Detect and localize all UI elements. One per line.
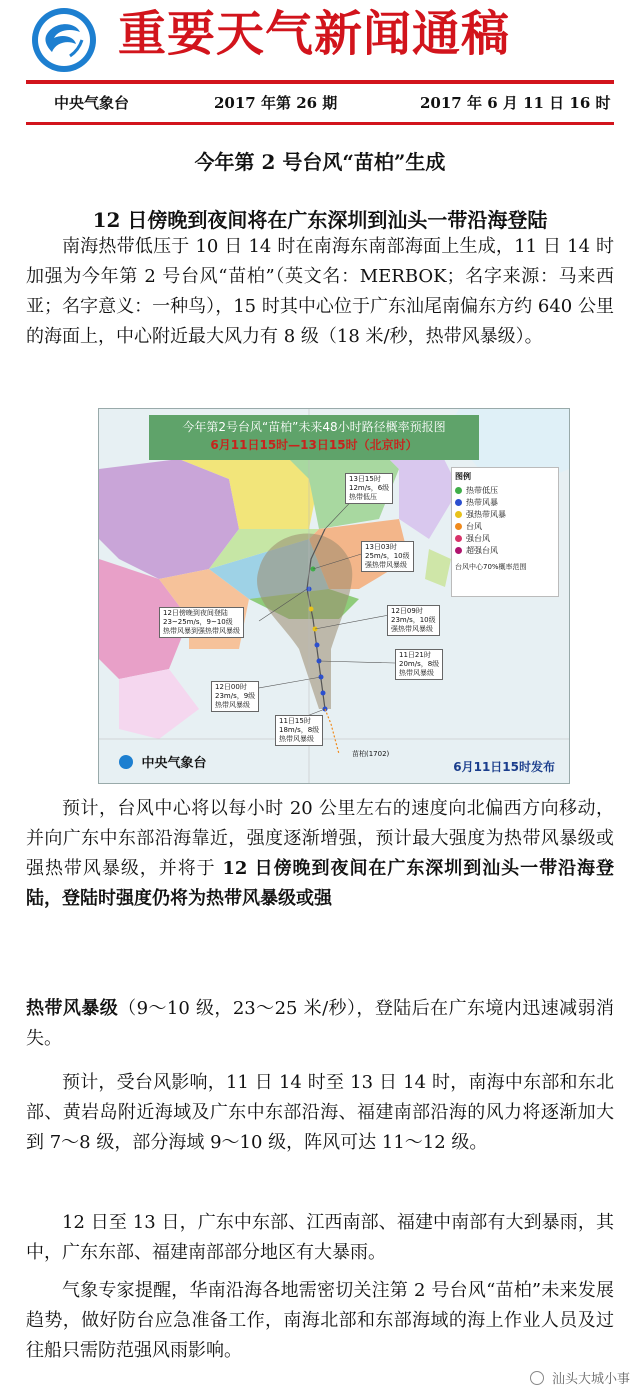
legend-item xyxy=(455,484,555,496)
issue-datetime: 2017 年 6 月 11 日 16 时 xyxy=(420,94,611,112)
header-rule-bottom xyxy=(26,122,614,125)
map-subtitle: 6月11日15时—13日15时（北京时） xyxy=(210,438,418,452)
paragraph-6: 气象专家提醒，华南沿海各地需密切关注第 2 号台风“苗柏”未来发展趋势，做好防台应急准备工作，南海北部和东部海域的海上作业人员及过往船只需防范强风雨影响。 xyxy=(26,1280,614,1361)
legend-dot-icon xyxy=(455,487,462,494)
legend-item xyxy=(455,544,555,556)
agency-label: 中央气象台 xyxy=(54,94,130,112)
legend-label: 超强台风 xyxy=(466,545,498,555)
map-agency-text: 中央气象台 xyxy=(141,756,207,771)
tag-landfall: 12日傍晚到夜间登陆 23~25m/s，9~10级 热带风暴到强热带风暴级 xyxy=(159,607,244,638)
typhoon-name-label: 苗柏(1702) xyxy=(352,750,390,758)
prob-range-label: 台风中心70%概率范围 xyxy=(455,563,527,571)
legend-dot-icon xyxy=(455,523,462,530)
paragraph-3 xyxy=(26,994,614,1054)
watermark-text: 汕头大城小事 xyxy=(551,1372,630,1387)
agency-emblem-icon xyxy=(119,755,133,769)
issue-number: 2017 年第 26 期 xyxy=(214,94,338,112)
watermark xyxy=(530,1368,630,1387)
legend-label: 强热带风暴 xyxy=(466,509,506,519)
paragraph-3-text: （9～10 级，23～25 米/秒），登陆后在广东境内迅速减弱消失。 xyxy=(26,998,615,1049)
legend-label: 台风 xyxy=(466,521,482,531)
tag-12d00h: 12日00时 23m/s，9级 热带风暴级 xyxy=(211,681,259,712)
tag-13d03h: 13日03时 25m/s，10级 强热带风暴级 xyxy=(361,541,414,572)
legend-item xyxy=(455,520,555,532)
legend-label: 强台风 xyxy=(466,533,490,543)
legend-item xyxy=(455,496,555,508)
paragraph-2 xyxy=(26,794,614,914)
paragraph-5: 12 日至 13 日，广东中东部、江西南部、福建中南部有大到暴雨，其中，广东东部、福建南部部分地区有大暴雨。 xyxy=(26,1212,614,1263)
legend-item xyxy=(455,532,555,544)
typhoon-forecast-map xyxy=(98,408,570,784)
legend-item xyxy=(455,508,555,520)
paragraph-1: 南海热带低压于 10 日 14 时在南海东南部海面上生成，11 日 14 时加强为今年第 2 号台风“苗柏”（英文名：MERBOK；名字来源：马来西亚；名字意义：一种鸟），15 时其中心位于广东汕尾南偏东方约 640 公里的海面上，中心附近最大风力有 8 级（18 米/秒，热带风暴级）。 xyxy=(26,236,614,347)
paragraph-2-bold: 12 日傍晚到夜间在广东深圳到汕头一带沿海登陆，登陆时强度仍将为热带风暴级或强 xyxy=(26,858,614,909)
tag-11d15h: 11日15时 18m/s，8级 热带风暴级 xyxy=(275,715,323,746)
paragraph-4: 预计，受台风影响，11 日 14 时至 13 日 14 时，南海中东部和东北部、黄岩岛附近海域及广东中东部沿海、福建南部沿海的风力将逐渐加大到 7～8 级，部分海域 9～10 级，阵风可达 11～12 级。 xyxy=(26,1072,614,1153)
map-title-text: 今年第2号台风“苗柏”未来48小时路径概率预报图 xyxy=(182,420,446,434)
legend-dot-icon xyxy=(455,535,462,542)
brand-title: 重要天气新闻通稿 xyxy=(118,6,511,62)
paragraph-2-text: 预计，台风中心将以每小时 20 公里左右的速度向北偏西方向移动，并向广东中东部沿海靠近，强度逐渐增强，预计最大强度为热带风暴级或强热带风暴级，并将于 xyxy=(26,798,614,879)
legend-dot-icon xyxy=(455,511,462,518)
map-publish-time: 6月11日15时发布 xyxy=(453,760,555,774)
map-legend xyxy=(451,467,559,597)
legend-dot-icon xyxy=(455,547,462,554)
map-title xyxy=(149,415,479,460)
tag-11d21h: 11日21时 20m/s，8级 热带风暴级 xyxy=(395,649,443,680)
wechat-icon xyxy=(530,1371,544,1385)
cma-logo-icon xyxy=(30,6,98,74)
tag-13d15h: 13日15时 12m/s，6级 热带低压 xyxy=(345,473,393,504)
tag-12d09h: 12日09时 23m/s，10级 强热带风暴级 xyxy=(387,605,440,636)
subheadline: 12 日傍晚到夜间将在广东深圳到汕头一带沿海登陆 xyxy=(92,208,548,232)
map-agency xyxy=(119,752,207,771)
paragraph-3-bold: 热带风暴级 xyxy=(26,998,119,1019)
legend-title: 图例 xyxy=(455,472,471,481)
newsletter-header xyxy=(0,0,640,80)
header-rule-top xyxy=(26,80,614,84)
legend-label: 热带低压 xyxy=(466,485,498,495)
legend-label: 热带风暴 xyxy=(466,497,498,507)
headline: 今年第 2 号台风“苗柏”生成 xyxy=(194,150,446,174)
legend-dot-icon xyxy=(455,499,462,506)
